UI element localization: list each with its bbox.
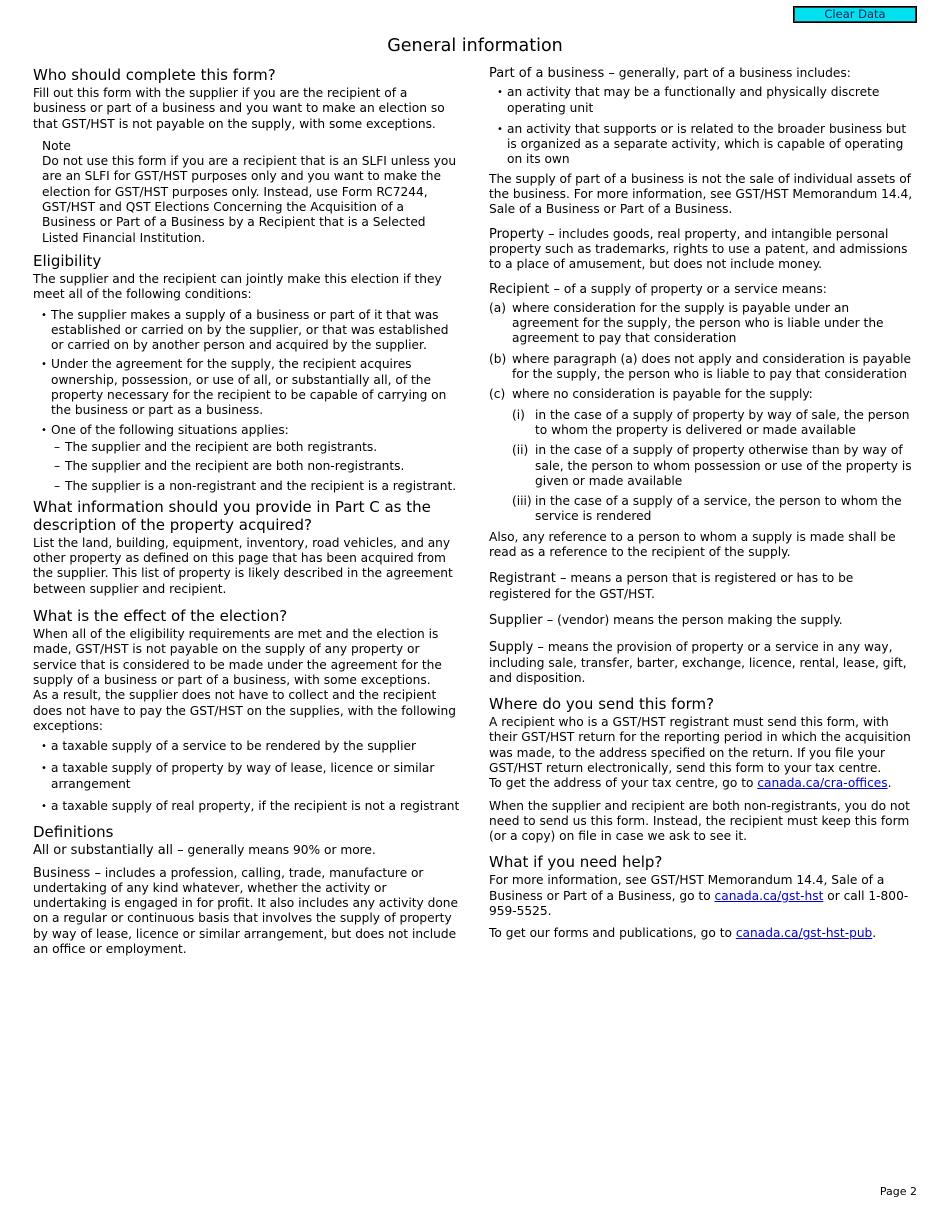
definition-text: generally, part of a business includes: bbox=[618, 66, 851, 80]
list-text: where paragraph (a) does not apply and consideration is payable for the supply, the person who is liable to pay that consideration bbox=[512, 351, 912, 382]
definition-text: (vendor) means the person making the supply. bbox=[557, 612, 843, 627]
definitions-heading: Definitions bbox=[33, 823, 114, 842]
definition-supplier bbox=[489, 613, 919, 628]
definition-text: of a supply of property or a service means: bbox=[563, 281, 827, 296]
help-body-2-text: To get our forms and publications, go to bbox=[489, 926, 732, 941]
list-item: • an activity that may be a functionally and physically discrete operating unit bbox=[497, 85, 919, 116]
who-body: Fill out this form with the supplier if you are the recipient of a business or part of a business and you want to make an election so that GST/HST is not payable on the supply, with some exceptions. bbox=[33, 86, 445, 131]
list-marker: (a) bbox=[489, 300, 506, 315]
list-item: • The supplier makes a supply of a business or part of it that was established or carried on by the supplier, or that was established or carried on by another person and acquired by the supplier. bbox=[41, 308, 461, 354]
list-item: • a taxable supply of property by way of lease, licence or similar arrangement bbox=[41, 761, 461, 792]
gst-hst-pub-link[interactable]: canada.ca/gst-hst-pub bbox=[735, 926, 873, 941]
eligibility-heading: Eligibility bbox=[33, 251, 102, 270]
help-heading: What if you need help? bbox=[489, 853, 663, 872]
definition-term: All or substantially all – bbox=[33, 843, 184, 859]
recipient-list bbox=[489, 301, 919, 525]
clear-data-button[interactable]: Clear Data bbox=[793, 6, 917, 23]
situations-list bbox=[51, 440, 461, 494]
part-of-business-note: The supply of part of a business is not the sale of individual assets of the business. For more information, see GST/HST Memorandum 14.4, Sale of a Business or Part of a Business. bbox=[489, 171, 913, 217]
gst-hst-link[interactable]: canada.ca/gst-hst bbox=[714, 888, 824, 903]
send-body-1: A recipient who is a GST/HST registrant must send this form, with their GST/HST return for the reporting period in which the acquisition was made, to the address specified on the return. If you file your GST/HST return electronically, send this form to your tax centre. bbox=[489, 715, 911, 775]
definition-text: means a person that is registered or has to be registered for the GST/HST. bbox=[489, 571, 854, 601]
list-marker: (c) bbox=[489, 387, 506, 402]
partc-body: List the land, building, equipment, inventory, road vehicles, and any other property as defined on this page that has been acquired from the supplier. This list of property is likely described in the agreement between supplier and recipient. bbox=[33, 535, 453, 596]
definition-all-or-substantially-all bbox=[33, 843, 461, 858]
definition-term: Recipient – bbox=[489, 281, 561, 297]
help-body-1 bbox=[489, 873, 919, 919]
definition-supply bbox=[489, 640, 919, 686]
list-item: • a taxable supply of real property, if the recipient is not a registrant bbox=[41, 799, 461, 814]
list-item bbox=[489, 301, 919, 347]
right-column bbox=[489, 66, 919, 949]
list-text: in the case of a supply of a service, the person to whom the service is rendered bbox=[535, 494, 902, 524]
definition-term: Supplier – bbox=[489, 612, 554, 628]
eligibility-conditions bbox=[33, 308, 461, 494]
list-marker: (i) bbox=[512, 407, 525, 422]
list-marker: (iii) bbox=[512, 494, 532, 509]
effect-exceptions bbox=[33, 739, 461, 814]
send-body-2-text: To get the address of your tax centre, go to bbox=[489, 776, 754, 791]
effect-body-1: When all of the eligibility requirements are met and the election is made, GST/HST is not payable on the supply of any property or service that is considered to be made under the agreement for the supply of a business or part of a business, with some exceptions. bbox=[33, 627, 442, 687]
send-body-2: To get the address of your tax centre, go to canada.ca/cra-offices. bbox=[489, 776, 892, 791]
left-column bbox=[33, 66, 461, 964]
note-label: Note bbox=[42, 138, 71, 153]
definition-part-of-a-business bbox=[489, 66, 919, 81]
list-item: – The supplier and the recipient are both registrants. bbox=[54, 440, 461, 455]
list-item: • a taxable supply of a service to be rendered by the supplier bbox=[41, 739, 461, 754]
list-item bbox=[512, 494, 919, 525]
page-number: Page 2 bbox=[879, 1185, 917, 1198]
list-marker: (ii) bbox=[512, 443, 529, 458]
who-heading: Who should complete this form? bbox=[33, 66, 276, 84]
help-body-2: To get our forms and publications, go to canada.ca/gst-hst-pub. bbox=[489, 926, 877, 941]
partc-heading: What information should you provide in Part C as the description of the property acquired? bbox=[33, 497, 431, 534]
definition-term: Part of a business – bbox=[489, 66, 615, 81]
definition-term: Registrant – bbox=[489, 571, 567, 587]
list-item bbox=[41, 423, 461, 494]
note-body: Do not use this form if you are a recipient that is an SLFI unless you are an SLFI for GST/HST purposes only and you want to make the election for GST/HST purposes only. Instead, use Form RC7244, GST/HST and QST Elections Concerning the Acquisition of a Business or Part of a Business by a Recipient that is a Selected Listed Financial Institution. bbox=[42, 154, 457, 245]
definition-registrant bbox=[489, 571, 919, 602]
list-text: in the case of a supply of property by way of sale, the person to whom the property is delivered or made available bbox=[535, 407, 910, 437]
recipient-note: Also, any reference to a person to whom a supply is made shall be read as a reference to the recipient of the supply. bbox=[489, 529, 896, 560]
list-item: • an activity that supports or is related to the broader business but is organized as a separate activity, which is capable of operating on its own bbox=[497, 122, 919, 168]
part-of-business-list bbox=[489, 85, 919, 167]
definition-text: includes goods, real property, and intangible personal property such as trademarks, rights to use a patent, and admissions to a place of amusement, but does not include money. bbox=[489, 226, 908, 272]
definition-term: Property – bbox=[489, 226, 555, 242]
definition-text: generally means 90% or more. bbox=[187, 843, 376, 858]
help-body-1-post: or call 1-800-959-5525. bbox=[489, 888, 909, 919]
effect-body-2: As a result, the supplier does not have to collect and the recipient does not have to pay the GST/HST on the supplies, with the following exceptions: bbox=[33, 688, 456, 733]
list-item: – The supplier is a non-registrant and the recipient is a registrant. bbox=[54, 479, 461, 494]
recipient-sublist bbox=[512, 408, 919, 525]
definition-recipient bbox=[489, 282, 919, 297]
send-body-3: When the supplier and recipient are both non-registrants, you do not need to send us this form. Instead, the recipient must keep this form (or a copy) on file in case we ask to see it. bbox=[489, 798, 910, 844]
definition-property bbox=[489, 227, 919, 273]
list-text: where consideration for the supply is payable under an agreement for the supply, the person who is liable under the agreement to pay that consideration bbox=[512, 300, 884, 346]
list-item bbox=[489, 352, 919, 383]
list-item: • Under the agreement for the supply, the recipient acquires ownership, possession, or use of all, or substantially all, of the property necessary for the recipient to be capable of carrying on the business or part as a business. bbox=[41, 357, 461, 418]
list-text: where no consideration is payable for the supply: bbox=[512, 387, 813, 402]
definition-term: Supply – bbox=[489, 640, 544, 656]
eligibility-intro: The supplier and the recipient can jointly make this election if they meet all of the following conditions: bbox=[33, 271, 442, 302]
effect-heading: What is the effect of the election? bbox=[33, 607, 288, 626]
help-body-1-text: For more information, see GST/HST Memorandum 14.4, Sale of a Business or Part of a Business, go to bbox=[489, 873, 885, 903]
cra-offices-link[interactable]: canada.ca/cra-offices bbox=[757, 776, 888, 791]
list-item bbox=[489, 387, 919, 524]
send-heading: Where do you send this form? bbox=[489, 695, 715, 714]
list-marker: (b) bbox=[489, 351, 507, 366]
list-item bbox=[512, 443, 919, 489]
definition-text: means the provision of property or a service in any way, including sale, transfer, barter, exchange, licence, rental, lease, gift, and disposition. bbox=[489, 640, 907, 685]
definition-term: Business – bbox=[33, 865, 101, 881]
list-item bbox=[512, 408, 919, 439]
page-title: General information bbox=[387, 36, 563, 56]
note-box bbox=[42, 139, 461, 246]
list-text: in the case of a supply of property otherwise than by way of sale, the person to whom possession or use of the property is given or made available bbox=[535, 443, 912, 488]
definition-business bbox=[33, 866, 461, 958]
list-item: – The supplier and the recipient are both non-registrants. bbox=[54, 459, 461, 474]
situations-intro: One of the following situations applies: bbox=[51, 422, 289, 437]
definition-text: includes a profession, calling, trade, manufacture or undertaking of any kind whatever, whether the activity or undertaking is engaged in for profit. It also includes any activity done on a regular or continuous basis that involves the supply of property by way of lease, licence or similar arrangement, but does not include an office or employment. bbox=[33, 865, 459, 957]
